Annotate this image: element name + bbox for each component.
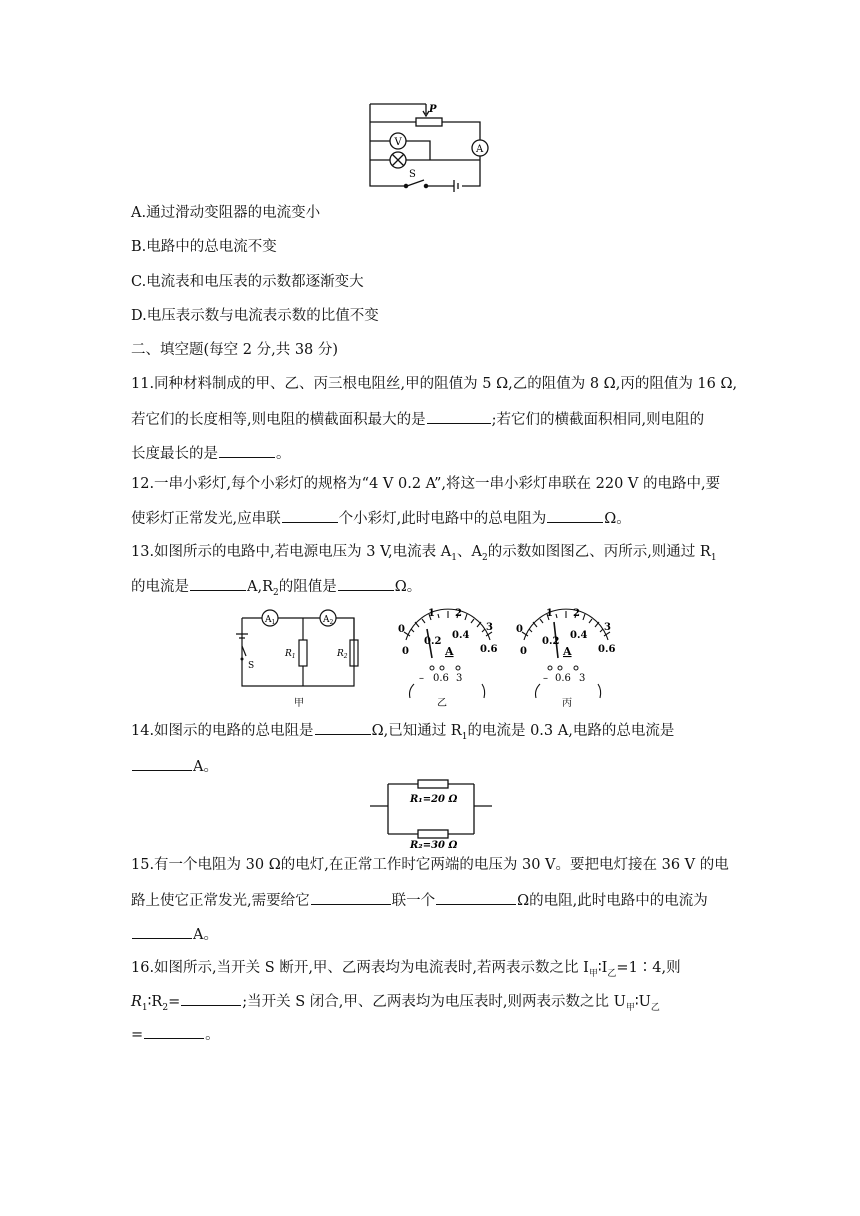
ammeter-bing [510, 602, 620, 710]
svg-text:0: 0 [516, 624, 523, 635]
svg-text:0.4: 0.4 [570, 630, 588, 641]
q13-line2: 的电流是 $A,R_2$的阻值是 Ω。 [131, 576, 421, 603]
ammeter-yi [392, 602, 502, 710]
svg-text:1: 1 [546, 608, 553, 619]
q11-line1: 11.同种材料制成的甲、乙、丙三根电阻丝,甲的阻值为 5 Ω,乙的阻值为 8 Ω,丙的阻值为 16 Ω, [131, 376, 738, 392]
label-a2: $A_2$ [323, 615, 334, 626]
q16-blank2[interactable] [144, 1024, 204, 1039]
svg-text:3: 3 [604, 622, 611, 633]
q12-line1: 12.一串小彩灯,每个小彩灯的规格为“4 V 0.2 A”,将这一串小彩灯串联在 220 V 的电路中,要 [131, 476, 721, 492]
svg-text:0.6: 0.6 [598, 644, 616, 655]
q16-line2: $R_1∶R_2=$ ;当开关 S 闭合,甲、乙两表均为电压表时,则两表示数之比 $U_甲∶U_乙$ [131, 991, 660, 1018]
svg-text:0.6: 0.6 [480, 644, 498, 655]
label-r2: R₂=30 Ω [410, 840, 458, 848]
svg-text:0.4: 0.4 [452, 630, 470, 641]
svg-text:0.2: 0.2 [542, 636, 560, 647]
q11-blank1[interactable] [427, 409, 491, 424]
q13-blank2[interactable] [338, 576, 394, 591]
q12-blank1[interactable] [282, 508, 338, 523]
q16-line1: 16.如图所示,当开关 S 断开,甲、乙两表均为电流表时,若两表示数之比 $I_甲∶I_乙=1∶4$,则 [131, 960, 681, 979]
svg-text:2: 2 [573, 608, 580, 619]
svg-text:A: A [445, 645, 454, 658]
svg-text:A: A [563, 645, 572, 658]
label-r2: $R_2$ [337, 649, 348, 660]
option-b: B.电路中的总电流不变 [131, 239, 277, 255]
svg-text:0.6: 0.6 [433, 673, 449, 684]
label-a1: $A_1$ [265, 615, 276, 626]
svg-text:3: 3 [579, 673, 586, 684]
q13-line1: 13.如图所示的电路中,若电源电压为 3 V,电流表 $A_1$、$A_2$的示数如图图乙、丙所示,则通过 $R_1$ [131, 544, 717, 563]
svg-text:3: 3 [456, 673, 463, 684]
q15-blank3[interactable] [132, 924, 192, 939]
q16-blank1[interactable] [181, 991, 241, 1006]
label-s: S [409, 169, 416, 180]
label-a: A [476, 144, 484, 155]
label-r1: $R_1$ [285, 649, 296, 660]
q16-line3: = 。 [131, 1024, 220, 1045]
q11-line2: 若它们的长度相等,则电阻的横截面积最大的是 ;若它们的横截面积相同,则电阻的 [131, 409, 704, 430]
caption-yi: 乙 [437, 698, 447, 709]
svg-text:0: 0 [402, 646, 409, 657]
q15-line2: 路上使它正常发光,需要给它 联一个 Ω的电阻,此时电路中的电流为 [131, 890, 708, 911]
q14-line1: 14.如图示的电路的总电阻是 Ω,已知通过 $R_1$的电流是 0.3 A,电路的总电流是 [131, 720, 674, 747]
q12-blank2[interactable] [547, 508, 603, 523]
circuit-figure-jia [236, 604, 366, 710]
section-heading: 二、填空题(每空 2 分,共 38 分) [131, 342, 339, 358]
q14-blank1[interactable] [315, 720, 371, 735]
svg-text:0: 0 [398, 624, 405, 635]
option-c: C.电流表和电压表的示数都逐渐变大 [131, 274, 364, 290]
q14-blank2[interactable] [132, 756, 192, 771]
label-r1: R₁=20 Ω [410, 794, 458, 805]
caption-bing: 丙 [562, 698, 572, 709]
option-a: A.通过滑动变阻器的电流变小 [131, 205, 321, 221]
q11-line3: 长度最长的是 。 [131, 443, 291, 464]
option-d: D.电压表示数与电流表示数的比值不变 [131, 308, 379, 324]
q15-blank1[interactable] [311, 890, 391, 905]
svg-text:–: – [543, 673, 548, 684]
q11-blank2[interactable] [219, 443, 275, 458]
label-s: S [248, 661, 255, 671]
label-p: P [429, 104, 437, 115]
circuit-figure-1 [360, 100, 500, 192]
svg-text:0: 0 [520, 646, 527, 657]
svg-text:0.2: 0.2 [424, 636, 442, 647]
q14-line2: A。 [131, 756, 218, 777]
q12-line2: 使彩灯正常发光,应串联 个小彩灯,此时电路中的总电阻为 Ω。 [131, 508, 631, 529]
q13-blank1[interactable] [190, 576, 246, 591]
svg-text:0.6: 0.6 [555, 673, 571, 684]
svg-text:1: 1 [428, 608, 435, 619]
svg-text:–: – [419, 673, 424, 684]
parallel-circuit-figure [370, 776, 492, 848]
svg-text:3: 3 [486, 622, 493, 633]
q15-line3: A。 [131, 924, 218, 945]
label-v: V [394, 137, 402, 148]
q15-blank2[interactable] [436, 890, 516, 905]
caption-jia: 甲 [294, 698, 304, 709]
q15-line1: 15.有一个电阻为 30 Ω的电灯,在正常工作时它两端的电压为 30 V。要把电灯接在 36 V 的电 [131, 857, 729, 873]
svg-text:2: 2 [455, 608, 462, 619]
